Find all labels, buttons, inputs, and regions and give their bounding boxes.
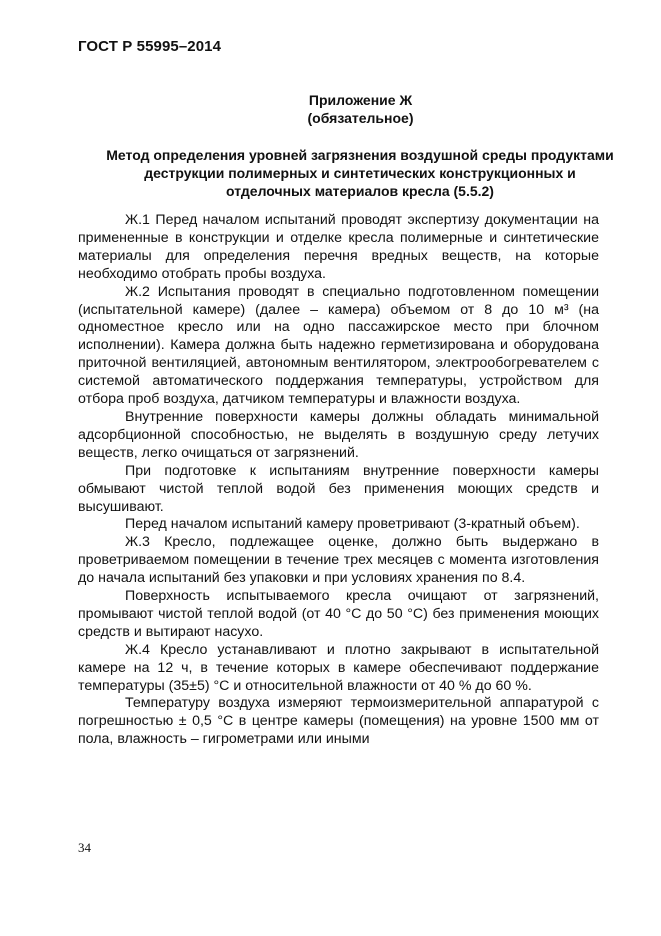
paragraph-preparation: При подготовке к испытаниям внутренние поверхности камеры обмывают чистой теплой водой без применения моющих средств и высушивают.: [78, 462, 599, 515]
document-code-header: ГОСТ Р 55995–2014: [78, 38, 222, 55]
appendix-name: Приложение Ж: [308, 92, 413, 108]
paragraph-zh2: Ж.2 Испытания проводят в специально подготовленном помещении (испытательной камере) (далее – камера) объемом от 8 до 10 м³ (на одноместное кресло или на одно пассажирское место при блочном исполнении). Камера должна быть надежно герметизирована и оборудована приточной вентиляцией, автономным вентилятором, электрообогревателем с системой автоматического поддержания температуры, устройством для отбора проб воздуха, датчиком температуры и влажности воздуха.: [78, 283, 599, 408]
document-body: [78, 212, 599, 749]
paragraph-inner-surfaces: Внутренние поверхности камеры должны обладать минимальной адсорбционной способностью, не выделять в воздушную среду летучих веществ, легко очищаться от загрязнений.: [78, 408, 599, 461]
paragraph-zh3: Ж.3 Кресло, подлежащее оценке, должно быть выдержано в проветриваемом помещении в течение трех месяцев с момента изготовления до начала испытаний без упаковки и при условиях хранения по 8.4.: [78, 534, 599, 587]
paragraph-zh4: Ж.4 Кресло устанавливают и плотно закрывают в испытательной камере на 12 ч, в течение которых в камере обеспечивают поддержание температуры (35±5) °С и относительной влажности от 40 % до 60 %.: [78, 641, 599, 694]
paragraph-ventilation: Перед началом испытаний камеру проветривают (3-кратный объем).: [125, 516, 580, 533]
appendix-status: (обязательное): [307, 110, 414, 126]
paragraph-temperature: Температуру воздуха измеряют термоизмерительной аппаратурой с погрешностью ± 0,5 °С в центре камеры (помещения) на уровне 1500 мм от пола, влажность – гигрометрами или иными: [78, 695, 599, 748]
paragraph-zh1: Ж.1 Перед началом испытаний проводят экспертизу документации на примененные в конструкции и отделке кресла полимерные и синтетические материалы для определения перечня вредных веществ, на которые необходимо отобрать пробы воздуха.: [78, 212, 599, 282]
section-title: Метод определения уровней загрязнения воздушной среды продуктами деструкции полимерных и синтетических конструкционных и отделочных материалов кресла (5.5.2): [106, 147, 614, 199]
page-number: 34: [78, 840, 91, 855]
paragraph-cleaning: Поверхность испытываемого кресла очищают от загрязнений, промывают чистой теплой водой (от 40 °С до 50 °С) без применения моющих средств и вытирают насухо.: [78, 588, 599, 640]
appendix-heading: [0, 91, 661, 127]
